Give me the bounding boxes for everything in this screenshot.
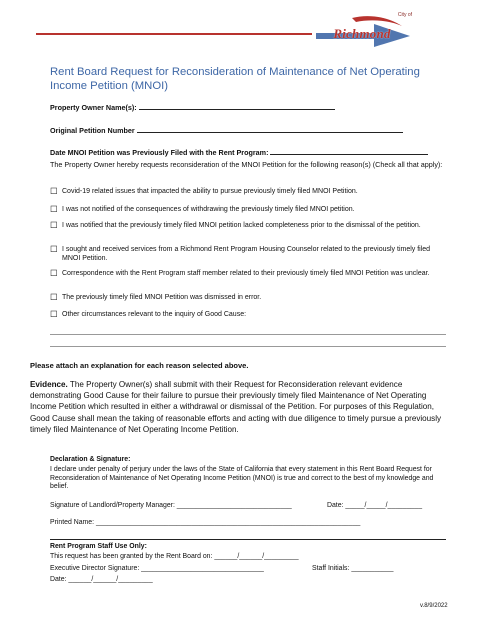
staff-heading xyxy=(50,543,147,552)
signature-field[interactable]: Signature of Landlord/Property Manager: ______________________________ xyxy=(50,502,292,509)
date-filed-field[interactable] xyxy=(50,146,428,157)
printed-name-field[interactable]: Printed Name: _____________________________________________________________________ xyxy=(50,519,361,526)
header-rule xyxy=(36,33,312,35)
checkbox-icon[interactable]: ☐ xyxy=(50,220,58,230)
version-label: v.8/9/2022 xyxy=(420,603,448,609)
evidence-label: Evidence. xyxy=(30,380,68,389)
date-filed-line[interactable] xyxy=(270,146,428,155)
explanation-line-2[interactable] xyxy=(50,346,446,347)
checkbox-icon[interactable]: ☐ xyxy=(50,204,58,214)
reason-label: Covid-19 related issues that impacted the ability to pursue previously timely filed MNOI Petition. xyxy=(62,188,358,195)
owner-name-line[interactable] xyxy=(139,101,335,110)
declaration-text: I declare under penalty of perjury under the laws of the State of California that every statement in this Rent Board Request for Reconsideration of Maintenance of Net Operating Income Petition (MNOI) is true and correct to the best of my knowledge and belief. xyxy=(50,466,434,491)
declaration-heading-text: Declaration & Signature: xyxy=(50,456,131,463)
petition-number-label: Original Petition Number xyxy=(50,126,135,135)
reason-label: I was notified that the previously timely filed MNOI petition lacked completeness prior to the dismissal of the petition. xyxy=(62,222,421,229)
checkbox-icon[interactable]: ☐ xyxy=(50,292,58,302)
staff-date-field[interactable]: Date: ______/______/_________ xyxy=(50,576,153,583)
city-logo xyxy=(312,12,412,48)
checkbox-icon[interactable]: ☐ xyxy=(50,244,58,254)
signature-date-field[interactable]: Date: _____/_____/_________ xyxy=(327,502,423,509)
owner-name-field[interactable] xyxy=(50,101,335,112)
checkbox-icon[interactable]: ☐ xyxy=(50,309,58,319)
logo-wordmark: Richmond xyxy=(333,26,391,41)
petition-number-field[interactable] xyxy=(50,124,403,135)
declaration-heading xyxy=(50,456,130,465)
intro-text: The Property Owner hereby requests reconsideration of the MNOI Petition for the following reason(s) (Check all that apply): xyxy=(50,160,443,169)
executive-signature-field[interactable]: Executive Director Signature: ________________________________ xyxy=(50,565,264,572)
staff-section-rule xyxy=(50,539,446,540)
checkbox-icon[interactable]: ☐ xyxy=(50,186,58,196)
staff-heading-text: Rent Program Staff Use Only: xyxy=(50,543,147,550)
evidence-paragraph xyxy=(30,379,455,435)
page-title: Rent Board Request for Reconsideration of Maintenance of Net Operating Income Petition (MNOI) xyxy=(50,66,420,92)
attach-note: Please attach an explanation for each reason selected above. xyxy=(30,361,249,370)
reason-label: Correspondence with the Rent Program staff member related to their previously timely filed MNOI Petition was unclear. xyxy=(62,270,430,277)
evidence-text: The Property Owner(s) shall submit with their Request for Reconsideration relevant evidence demonstrating Good Cause for their failure to pursue their previously timely filed Maintenance of Net Operating Income Petition which resulted in either a withdrawal or dismissal of the Petition. For purposes of this Regulation, Good Cause shall mean the taking of reasonable efforts and acting with due diligence to timely pursue a previously timely filed Maintenance of Net Operating Income Petition. xyxy=(30,380,442,434)
date-filed-label: Date MNOI Petition was Previously Filed with the Rent Program: xyxy=(50,148,269,157)
reason-label: I was not notified of the consequences of withdrawing the previously timely filed MNOI petition. xyxy=(62,206,355,213)
petition-number-line[interactable] xyxy=(137,124,403,133)
granted-date-field[interactable]: This request has been granted by the Rent Board on: ______/______/_________ xyxy=(50,553,299,560)
logo-city-of: City of xyxy=(397,12,412,18)
reason-label: I sought and received services from a Richmond Rent Program Housing Counselor related to the previously timely filed MNOI Petition. xyxy=(62,246,431,263)
staff-initials-field[interactable]: Staff Initials: ___________ xyxy=(312,565,394,572)
checkbox-icon[interactable]: ☐ xyxy=(50,268,58,278)
reason-label: Other circumstances relevant to the inquiry of Good Cause: xyxy=(62,311,247,318)
owner-name-label: Property Owner Name(s): xyxy=(50,103,137,112)
reason-label: The previously timely filed MNOI Petition was dismissed in error. xyxy=(62,294,262,301)
explanation-line-1[interactable] xyxy=(50,334,446,335)
